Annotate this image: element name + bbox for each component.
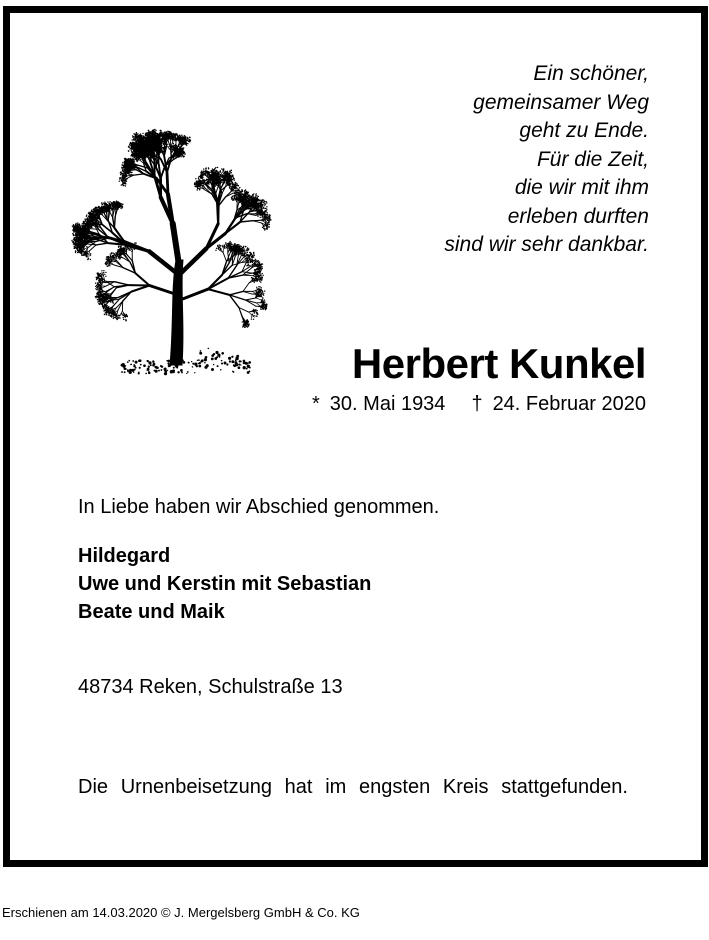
poem-line: gemeinsamer Weg xyxy=(473,90,649,114)
death-date: 24. Februar 2020 xyxy=(492,393,646,415)
deceased-name: Herbert Kunkel xyxy=(351,340,646,387)
poem-line: Für die Zeit, xyxy=(536,147,649,171)
life-dates xyxy=(312,393,646,416)
poem xyxy=(329,60,649,260)
family-member: Hildegard xyxy=(78,545,171,567)
poem-line: erleben durften xyxy=(507,204,649,228)
family-list xyxy=(78,542,371,626)
farewell-text: In Liebe haben wir Abschied genommen. xyxy=(78,496,440,518)
family-member: Beate und Maik xyxy=(78,601,225,623)
tree-icon xyxy=(70,60,320,385)
birth-date: 30. Mai 1934 xyxy=(329,393,446,415)
burial-notice: Die Urnenbeisetzung hat im engsten Kreis stattgefunden. xyxy=(78,776,628,798)
poem-line: sind wir sehr dankbar. xyxy=(444,233,649,256)
poem-line: die wir mit ihm xyxy=(514,176,649,199)
poem-line: Ein schöner, xyxy=(533,62,649,85)
poem-line: geht zu Ende. xyxy=(519,119,649,142)
birth-symbol: * xyxy=(312,393,320,415)
address: 48734 Reken, Schulstraße 13 xyxy=(78,676,343,698)
death-symbol: † xyxy=(471,393,483,415)
family-member: Uwe und Kerstin mit Sebastian xyxy=(78,573,372,595)
publication-footer: Erschienen am 14.03.2020 © J. Mergelsberg GmbH & Co. KG xyxy=(2,905,360,920)
